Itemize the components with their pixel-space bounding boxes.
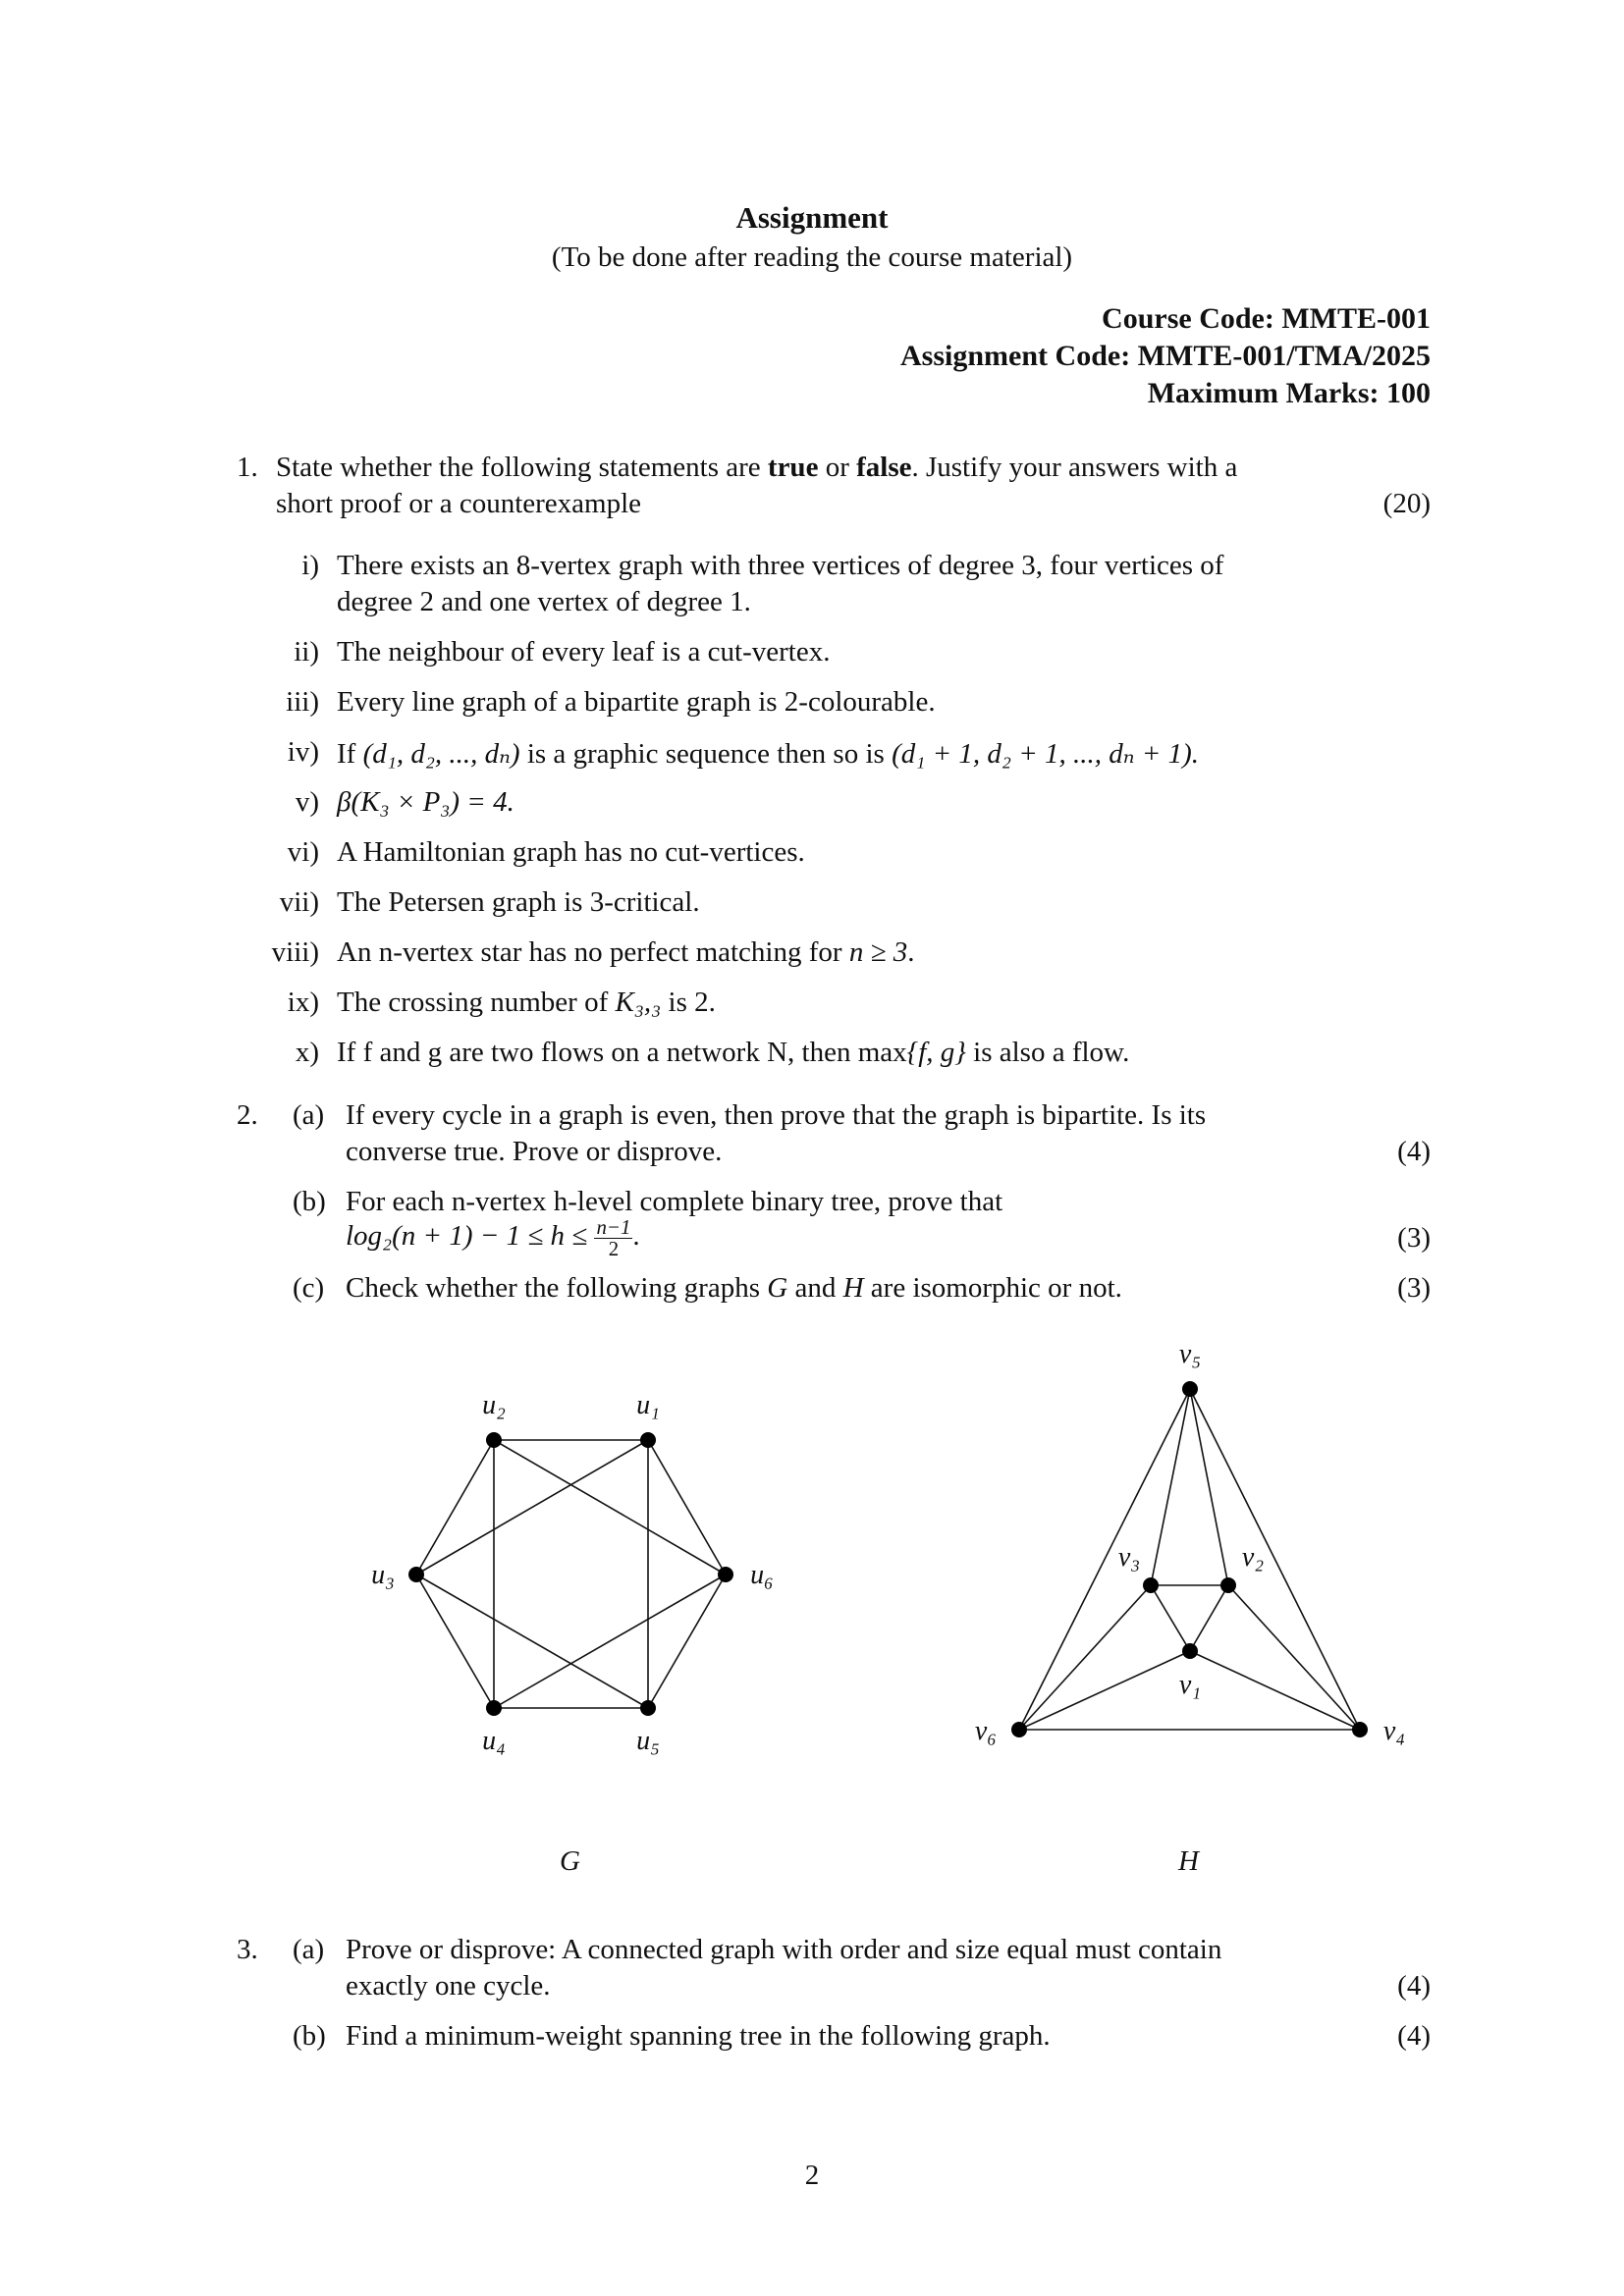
- math-sequence: (d₁, d₂, ..., dₙ): [362, 738, 520, 770]
- fraction-denominator: 2: [608, 1236, 620, 1260]
- graph-vertex-v3: [1143, 1577, 1159, 1593]
- text: If: [337, 738, 363, 770]
- bold-false: false: [856, 452, 912, 483]
- math-sequence: (d₁ + 1, d₂ + 1, ..., dₙ + 1).: [892, 738, 1200, 770]
- prompt-text: or: [818, 452, 857, 483]
- marks: (4): [1397, 1136, 1431, 1167]
- text: is also a flow.: [965, 1037, 1130, 1068]
- graph-vertex-u2: [486, 1432, 502, 1448]
- marks: (3): [1397, 1272, 1431, 1304]
- math: n ≥ 3: [848, 936, 908, 968]
- graph-edge-u3-u5: [416, 1575, 648, 1708]
- fraction-numerator: n−1: [596, 1215, 631, 1239]
- graph-h-caption: H: [1178, 1845, 1199, 1877]
- graph-edge-v5-v3: [1151, 1389, 1190, 1585]
- graph-edge-v6-v1: [1019, 1651, 1190, 1730]
- vertex-label-v4: v₄: [1382, 1716, 1406, 1746]
- graph-vertex-u4: [486, 1700, 502, 1716]
- vertex-label-u6: u₆: [750, 1560, 774, 1590]
- marks: (3): [1397, 1222, 1431, 1254]
- item-label: iii): [286, 686, 319, 718]
- item-label: vii): [279, 886, 319, 918]
- prompt-text: State whether the following statements are: [276, 452, 768, 483]
- question-1-prompt-line2: short proof or a counterexample: [276, 488, 642, 519]
- graph-edge-v4-v1: [1190, 1651, 1360, 1730]
- math: β(K₃ × P₃) = 4.: [337, 786, 514, 818]
- item-label: x): [295, 1037, 319, 1068]
- math: G: [767, 1272, 788, 1304]
- graph-edge-u1-u6: [648, 1440, 726, 1575]
- graph-g-caption: G: [560, 1845, 580, 1877]
- part-text: If every cycle in a graph is even, then prove that the graph is bipartite. Is its: [346, 1099, 1207, 1131]
- graph-edge-v3-v1: [1151, 1585, 1190, 1651]
- question-number: 3.: [237, 1934, 258, 1965]
- graph-edge-v6-v3: [1019, 1585, 1151, 1730]
- part-text: converse true. Prove or disprove.: [346, 1136, 723, 1167]
- item-text: The neighbour of every leaf is a cut-vertex.: [337, 636, 831, 667]
- math: H: [842, 1272, 864, 1304]
- graph-edge-v2-v1: [1190, 1585, 1228, 1651]
- part-label: (b): [293, 1186, 326, 1217]
- vertex-label-v6: v₆: [974, 1716, 998, 1746]
- item-label: ii): [294, 636, 319, 667]
- item-label: i): [301, 550, 319, 581]
- graph-vertex-v2: [1220, 1577, 1236, 1593]
- bold-true: true: [767, 452, 819, 483]
- marks: (4): [1397, 2020, 1431, 2052]
- graph-edge-u4-u3: [416, 1575, 494, 1708]
- graph-vertex-u5: [640, 1700, 656, 1716]
- item-text: There exists an 8-vertex graph with three vertices of degree 3, four vertices of: [337, 550, 1224, 581]
- item-text: degree 2 and one vertex of degree 1.: [337, 586, 751, 617]
- graph-vertex-u6: [718, 1567, 733, 1582]
- part-text: For each n-vertex h-level complete binary tree, prove that: [346, 1186, 1003, 1217]
- text: Check whether the following graphs: [346, 1272, 768, 1304]
- graph-edge-u2-u6: [494, 1440, 726, 1575]
- marks: (20): [1382, 488, 1431, 519]
- vertex-label-u3: u₃: [371, 1560, 395, 1590]
- math: log₂(n + 1) − 1 ≤ h ≤: [346, 1220, 595, 1253]
- question-number: 1.: [237, 452, 258, 483]
- part-label: (b): [293, 2020, 326, 2052]
- vertex-label-u1: u₁: [636, 1390, 660, 1420]
- text: If f and g are two flows on a network N, then max: [337, 1037, 907, 1068]
- text: An n-vertex star has no perfect matching for: [337, 936, 849, 968]
- text: is 2.: [661, 987, 716, 1018]
- marks: (4): [1397, 1970, 1431, 2002]
- vertex-label-u2: u₂: [482, 1390, 506, 1420]
- graph-edge-v5-v2: [1190, 1389, 1228, 1585]
- vertex-label-v3: v₃: [1117, 1542, 1141, 1573]
- part-text: Find a minimum-weight spanning tree in the following graph.: [346, 2020, 1051, 2052]
- item-label: v): [295, 786, 319, 818]
- graph-vertex-u1: [640, 1432, 656, 1448]
- graph-edge-u1-u3: [416, 1440, 648, 1575]
- page-subtitle: (To be done after reading the course material): [551, 241, 1073, 273]
- item-label: vi): [287, 836, 319, 868]
- graph-edge-v5-v6: [1019, 1389, 1190, 1730]
- part-label: (c): [293, 1272, 325, 1304]
- math: K₃,₃: [615, 987, 662, 1018]
- vertex-label-v2: v₂: [1241, 1542, 1265, 1573]
- text: .: [632, 1220, 640, 1253]
- vertex-label-v1: v₁: [1178, 1670, 1202, 1700]
- vertex-label-v5: v₅: [1178, 1339, 1202, 1369]
- graph-vertex-v1: [1182, 1643, 1198, 1659]
- part-label: (a): [293, 1099, 325, 1131]
- question-number: 2.: [237, 1099, 258, 1131]
- graph-vertex-v5: [1182, 1381, 1198, 1397]
- page-number: 2: [804, 2160, 820, 2191]
- prompt-text: . Justify your answers with a: [911, 452, 1238, 483]
- graph-edge-u3-u2: [416, 1440, 494, 1575]
- item-label: ix): [287, 987, 319, 1018]
- vertex-label-u5: u₅: [636, 1726, 660, 1756]
- text: The crossing number of: [337, 987, 616, 1018]
- text: are isomorphic or not.: [863, 1272, 1122, 1304]
- item-label: viii): [271, 936, 319, 968]
- graph-g: [371, 1390, 774, 1756]
- part-text: exactly one cycle.: [346, 1970, 551, 2002]
- item-text: Every line graph of a bipartite graph is 2-colourable.: [337, 686, 936, 718]
- vertex-label-u4: u₄: [482, 1726, 506, 1756]
- item-label: iv): [287, 736, 319, 768]
- part-label: (a): [293, 1934, 325, 1965]
- math: {f, g}: [906, 1037, 966, 1068]
- page-title: Assignment: [735, 200, 889, 235]
- graph-vertex-v4: [1352, 1722, 1368, 1737]
- graph-edge-v4-v2: [1228, 1585, 1360, 1730]
- graph-edge-u6-u5: [648, 1575, 726, 1708]
- graph-vertex-v6: [1011, 1722, 1027, 1737]
- graph-edge-u4-u6: [494, 1575, 726, 1708]
- item-text: A Hamiltonian graph has no cut-vertices.: [337, 836, 805, 868]
- graph-vertex-u3: [408, 1567, 424, 1582]
- graph-h: [975, 1339, 1405, 1746]
- item-text: The Petersen graph is 3-critical.: [337, 886, 700, 918]
- course-code: Course Code: MMTE-001: [1102, 302, 1431, 335]
- text: and: [787, 1272, 843, 1304]
- graph-edge-v5-v4: [1190, 1389, 1360, 1730]
- maximum-marks: Maximum Marks: 100: [1147, 377, 1431, 409]
- text: is a graphic sequence then so is: [519, 738, 893, 770]
- part-text: Prove or disprove: A connected graph with order and size equal must contain: [346, 1934, 1222, 1965]
- assignment-code: Assignment Code: MMTE-001/TMA/2025: [900, 340, 1431, 372]
- text: .: [907, 936, 915, 968]
